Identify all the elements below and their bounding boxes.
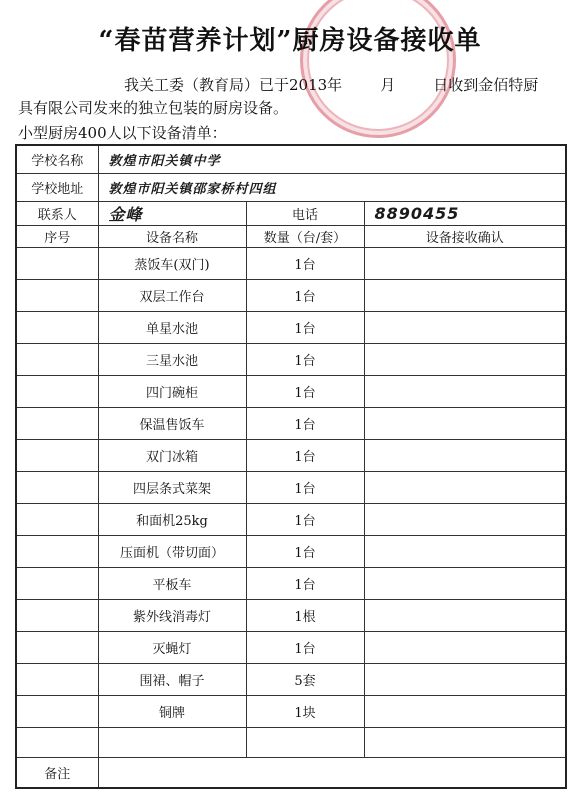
- table-row: [16, 312, 566, 344]
- cell-confirm[interactable]: [364, 567, 566, 599]
- cell-name: 压面机（带切面）: [98, 535, 246, 567]
- remark-field[interactable]: [98, 758, 566, 788]
- intro-part2: 日收到金佰特厨: [433, 76, 539, 94]
- school-address-field[interactable]: 敦煌市阳关镇邵家桥村四组: [98, 173, 566, 201]
- table-row: [16, 248, 566, 280]
- cell-no: [16, 727, 98, 757]
- cell-no: [16, 567, 98, 599]
- cell-qty: 1台: [246, 535, 364, 567]
- school-address-label: 学校地址: [16, 173, 98, 201]
- cell-qty: 5套: [246, 663, 364, 695]
- cell-name: 和面机25kg: [98, 503, 246, 535]
- equipment-receipt-table: [15, 144, 567, 789]
- school-address-row: [16, 173, 566, 201]
- cell-confirm[interactable]: [364, 599, 566, 631]
- cell-confirm[interactable]: [364, 695, 566, 727]
- cell-no: [16, 503, 98, 535]
- cell-confirm[interactable]: [364, 503, 566, 535]
- school-name-field[interactable]: 敦煌市阳关镇中学: [98, 145, 566, 173]
- cell-confirm[interactable]: [364, 440, 566, 472]
- remark-row: [16, 758, 566, 788]
- cell-confirm[interactable]: [364, 727, 566, 757]
- table-row: [16, 472, 566, 504]
- cell-no: [16, 248, 98, 280]
- table-row: [16, 408, 566, 440]
- header-qty: 数量（台/套）: [246, 225, 364, 247]
- remark-label: 备注: [16, 758, 98, 788]
- document-title: “春苗营养计划”厨房设备接收单: [98, 26, 482, 56]
- table-row: [16, 695, 566, 727]
- cell-no: [16, 631, 98, 663]
- cell-confirm[interactable]: [364, 344, 566, 376]
- contact-field[interactable]: 金峰: [98, 201, 246, 225]
- cell-qty: 1根: [246, 599, 364, 631]
- table-header-row: [16, 225, 566, 247]
- cell-qty: 1台: [246, 344, 364, 376]
- cell-no: [16, 663, 98, 695]
- table-row: [16, 503, 566, 535]
- cell-qty: 1台: [246, 376, 364, 408]
- intro-month: 月: [380, 76, 396, 94]
- cell-qty: 1台: [246, 472, 364, 504]
- cell-qty: 1块: [246, 695, 364, 727]
- cell-qty: 1台: [246, 567, 364, 599]
- table-row: [16, 344, 566, 376]
- school-name-label: 学校名称: [16, 145, 98, 173]
- cell-name: 四层条式菜架: [98, 472, 246, 504]
- intro-part1: 我关工委（教育局）已于2013年: [124, 76, 343, 94]
- table-row: [16, 280, 566, 312]
- cell-name: 四门碗柜: [98, 376, 246, 408]
- cell-name: 保温售饭车: [98, 408, 246, 440]
- cell-name: 双门冰箱: [98, 440, 246, 472]
- cell-no: [16, 535, 98, 567]
- cell-no: [16, 440, 98, 472]
- cell-name: 灭蝇灯: [98, 631, 246, 663]
- cell-confirm[interactable]: [364, 663, 566, 695]
- intro-line-2: 具有限公司发来的独立包装的厨房设备。: [18, 99, 289, 117]
- cell-qty: 1台: [246, 248, 364, 280]
- cell-name: [98, 727, 246, 757]
- cell-qty: 1台: [246, 503, 364, 535]
- table-row: [16, 535, 566, 567]
- intro-line-1: [124, 74, 538, 95]
- cell-name: 围裙、帽子: [98, 663, 246, 695]
- cell-confirm[interactable]: [364, 631, 566, 663]
- cell-qty: 1台: [246, 440, 364, 472]
- cell-name: 蒸饭车(双门): [98, 248, 246, 280]
- header-name: 设备名称: [98, 225, 246, 247]
- cell-no: [16, 312, 98, 344]
- intro-line-3: 小型厨房400人以下设备清单：: [18, 124, 227, 142]
- cell-name: 铜牌: [98, 695, 246, 727]
- cell-name: 紫外线消毒灯: [98, 599, 246, 631]
- cell-name: 平板车: [98, 567, 246, 599]
- table-row: [16, 567, 566, 599]
- table-row: [16, 663, 566, 695]
- table-row: [16, 631, 566, 663]
- cell-no: [16, 472, 98, 504]
- phone-field[interactable]: 8890455: [364, 201, 566, 225]
- cell-no: [16, 376, 98, 408]
- contact-label: 联系人: [16, 201, 98, 225]
- cell-confirm[interactable]: [364, 408, 566, 440]
- contact-row: [16, 201, 566, 225]
- table-row: [16, 440, 566, 472]
- cell-confirm[interactable]: [364, 248, 566, 280]
- cell-no: [16, 408, 98, 440]
- cell-confirm[interactable]: [364, 535, 566, 567]
- cell-qty: 1台: [246, 408, 364, 440]
- header-confirm: 设备接收确认: [364, 225, 566, 247]
- school-name-row: [16, 145, 566, 173]
- table-row: [16, 599, 566, 631]
- cell-qty: 1台: [246, 312, 364, 344]
- header-no: 序号: [16, 225, 98, 247]
- table-row: [16, 727, 566, 757]
- cell-no: [16, 344, 98, 376]
- cell-no: [16, 280, 98, 312]
- cell-no: [16, 695, 98, 727]
- cell-confirm[interactable]: [364, 376, 566, 408]
- cell-qty: 1台: [246, 280, 364, 312]
- phone-label: 电话: [246, 201, 364, 225]
- cell-name: 双层工作台: [98, 280, 246, 312]
- cell-qty: 1台: [246, 631, 364, 663]
- cell-no: [16, 599, 98, 631]
- cell-confirm[interactable]: [364, 280, 566, 312]
- table-row: [16, 376, 566, 408]
- cell-confirm[interactable]: [364, 312, 566, 344]
- cell-qty: [246, 727, 364, 757]
- cell-name: 三星水池: [98, 344, 246, 376]
- cell-name: 单星水池: [98, 312, 246, 344]
- cell-confirm[interactable]: [364, 472, 566, 504]
